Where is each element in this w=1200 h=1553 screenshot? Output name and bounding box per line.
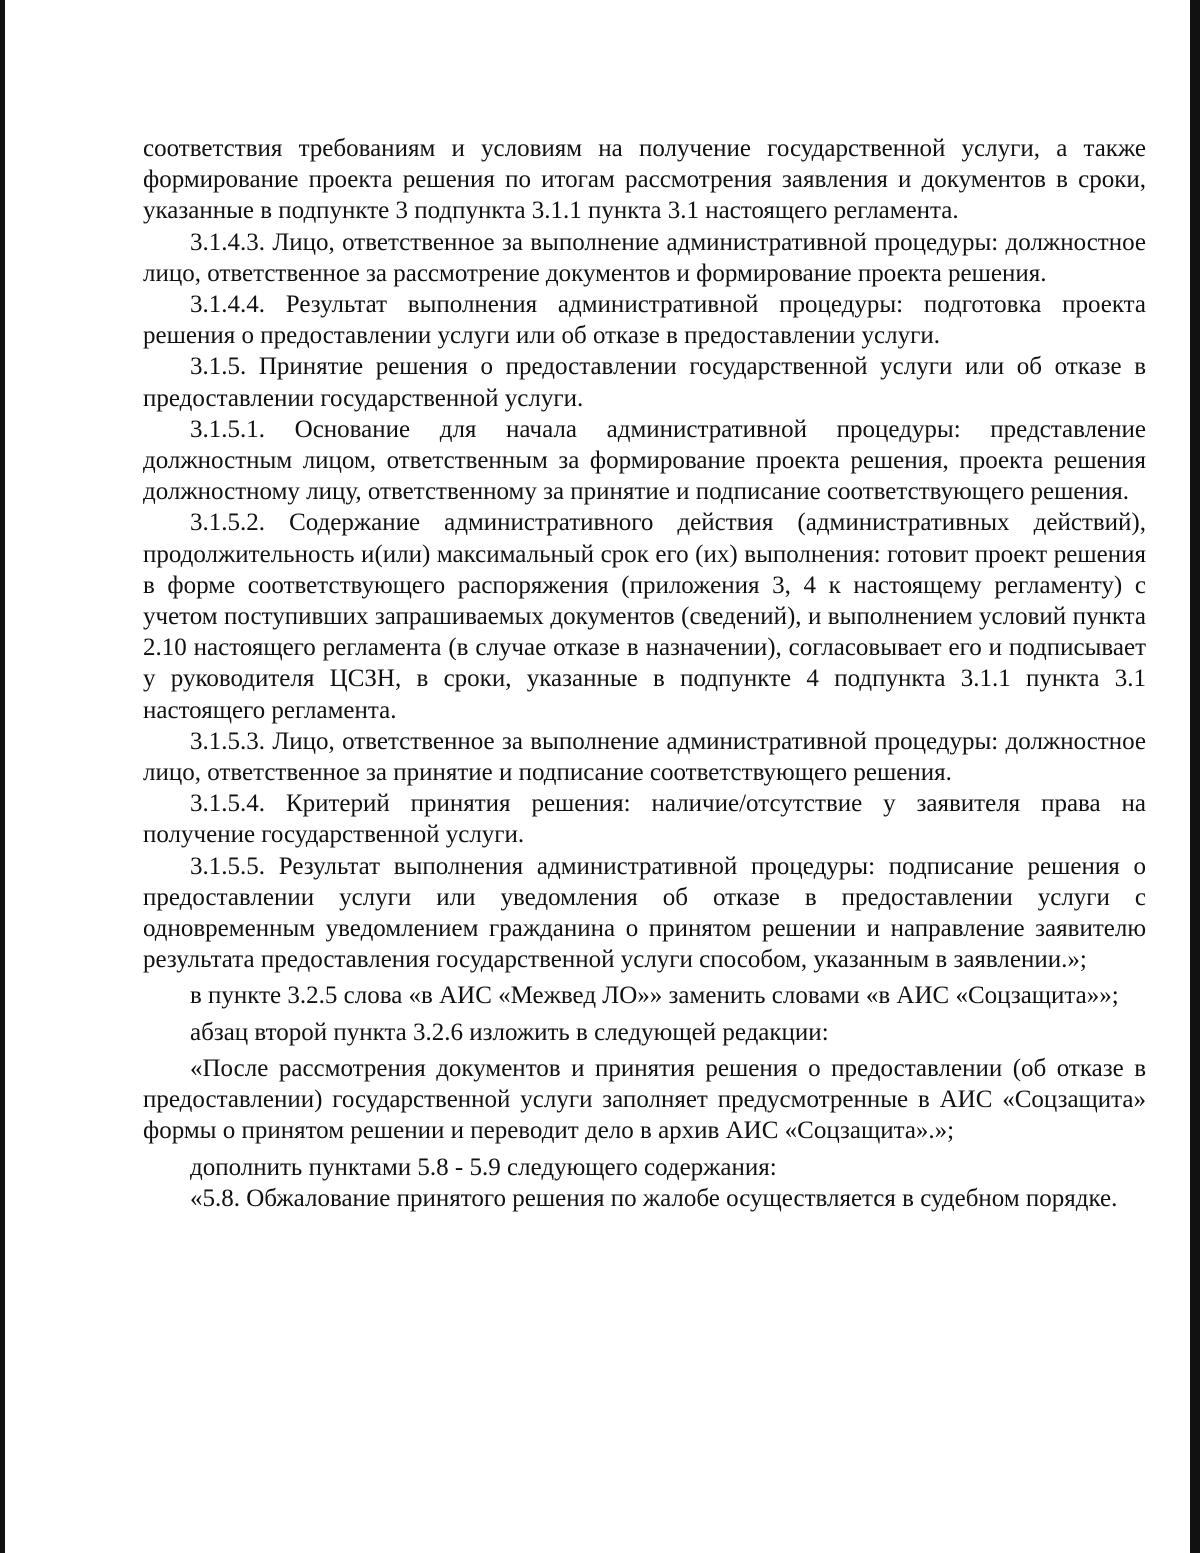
- paragraph-3-1-5: 3.1.5. Принятие решения о предоставлении государственной услуги или об отказе в предоставлении государственной услуги.: [143, 353, 1146, 412]
- document-body: [143, 133, 1146, 1214]
- scan-edge-right: [1190, 0, 1200, 1553]
- paragraph-add-5-8-5-9: дополнить пунктами 5.8 - 5.9 следующего содержания:: [190, 1153, 777, 1181]
- paragraph-5-8: «5.8. Обжалование принятого решения по жалобе осуществляется в судебном порядке.: [190, 1184, 1118, 1212]
- paragraph-3-1-5-1: 3.1.5.1. Основание для начала административной процедуры: представление должностным лицом, ответственным за формирование проекта решения, проекта решения должностному лицу, ответственному за принятие и подписание соответствующего решения.: [143, 415, 1146, 506]
- paragraph-3-1-5-2: 3.1.5.2. Содержание административного действия (административных действий), продолжительность и(или) максимальный срок его (их) выполнения: готовит проект решения в форме соответствующего распоряжения (приложения 3, 4 к настоящему регламенту) с учетом поступивших запрашиваемых документов (сведений), и выполнением условий пункта 2.10 настоящего регламента (в случае отказе в назначении), согласовывает его и подписывает у руководителя ЦСЗН, в сроки, указанные в подпункте 4 подпункта 3.1.1 пункта 3.1 настоящего регламента.: [143, 509, 1146, 724]
- paragraph-3-1-5-3: 3.1.5.3. Лицо, ответственное за выполнение административной процедуры: должностное лицо, ответственное за принятие и подписание соответствующего решения.: [143, 727, 1146, 787]
- paragraph-amendment-3-2-5: в пункте 3.2.5 слова «в АИС «Межвед ЛО»» заменить словами «в АИС «Соцзащита»»;: [190, 982, 1119, 1010]
- paragraph-amendment-3-2-6: абзац второй пункта 3.2.6 изложить в следующей редакции:: [190, 1018, 829, 1046]
- paragraph-new-text-3-2-6: «После рассмотрения документов и принятия решения о предоставлении (об отказе в предоставлении) государственной услуги заполняет предусмотренные в АИС «Соцзащита» формы о принятом решении и переводит дело в архив АИС «Соцзащита».»;: [143, 1054, 1146, 1145]
- paragraph-3-1-5-4: 3.1.5.4. Критерий принятия решения: наличие/отсутствие у заявителя права на получение государственной услуги.: [143, 790, 1146, 849]
- paragraph-3-1-5-5: 3.1.5.5. Результат выполнения административной процедуры: подписание решения о предоставлении услуги или уведомления об отказе в предоставлении услуги с одновременным уведомлением гражданина о принятом решении и направление заявителю результата предоставления государственной услуги способом, указанным в заявлении.»;: [143, 852, 1146, 974]
- paragraph-3-1-4-4: 3.1.4.4. Результат выполнения административной процедуры: подготовка проекта решения о предоставлении услуги или об отказе в предоставлении услуги.: [143, 291, 1146, 350]
- paragraph-3-1-4-3: 3.1.4.3. Лицо, ответственное за выполнение административной процедуры: должностное лицо, ответственное за рассмотрение документов и формирование проекта решения.: [143, 228, 1146, 287]
- scan-edge-left: [0, 0, 5, 1553]
- paragraph-continuation: соответствия требованиям и условиям на получение государственной услуги, а также формирование проекта решения по итогам рассмотрения заявления и документов в сроки, указанные в подпункте 3 подпункта 3.1.1 пункта 3.1 настоящего регламента.: [143, 135, 1146, 225]
